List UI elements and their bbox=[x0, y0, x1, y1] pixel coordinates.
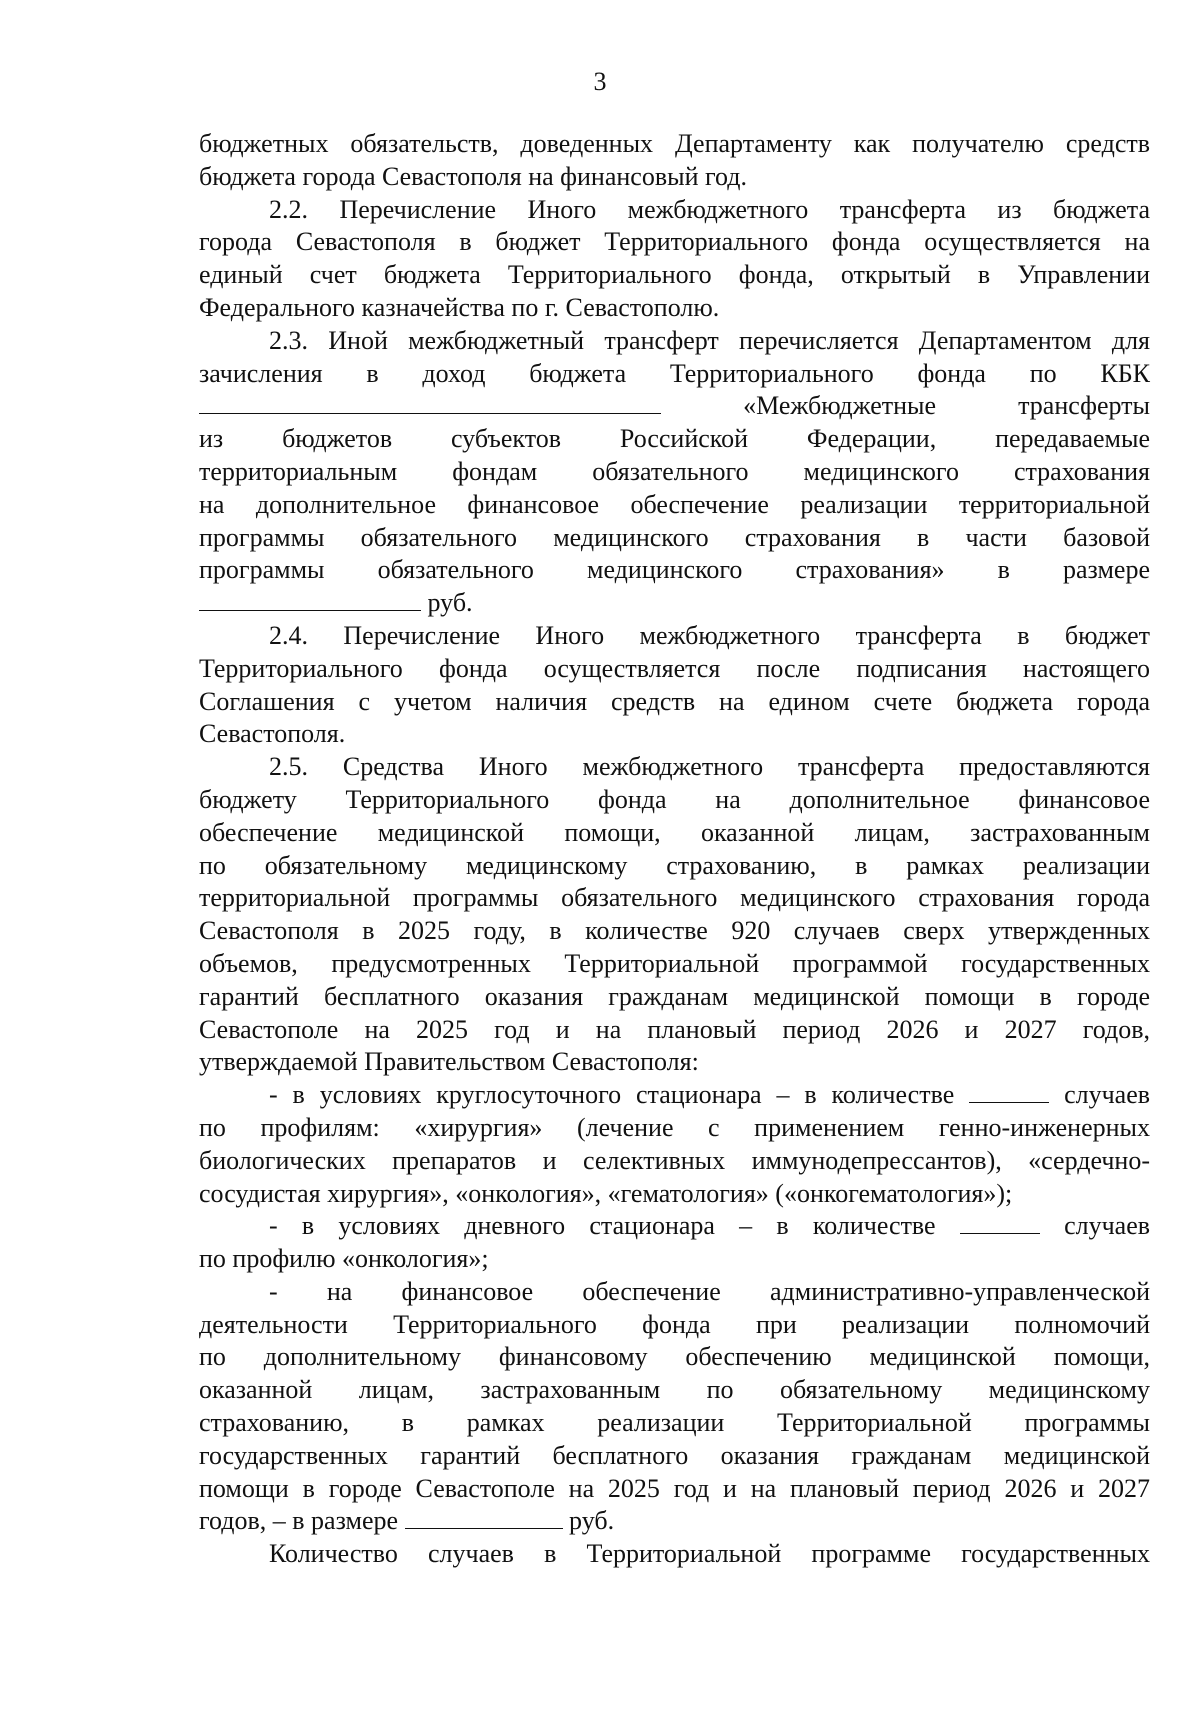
text-line: единый счет бюджета Территориального фонда, открытый в Управлении bbox=[199, 260, 1150, 290]
text-line: 2.5. Средства Иного межбюджетного трансферта предоставляются bbox=[269, 752, 1150, 782]
text-line: территориальным фондам обязательного медицинского страхования bbox=[199, 456, 1150, 486]
text-line: помощи в городе Севастополе на 2025 год и на плановый период 2026 и 2027 bbox=[199, 1473, 1150, 1503]
text-line: бюджетных обязательств, доведенных Департаменту как получателю средств bbox=[199, 129, 1150, 158]
document-body bbox=[199, 128, 1150, 1571]
text-line: 2.2. Перечисление Иного межбюджетного трансферта из бюджета bbox=[269, 194, 1150, 224]
text-line-with-blank bbox=[199, 1079, 1150, 1112]
text-line: на дополнительное финансовое обеспечение реализации территориальной bbox=[199, 489, 1150, 519]
text-line: оказанной лицам, застрахованным по обязательному медицинскому bbox=[199, 1375, 1150, 1405]
text-line: биологических препаратов и селективных иммунодепрессантов), «сердечно- bbox=[199, 1145, 1150, 1175]
list-item-administrative bbox=[199, 1276, 1150, 1538]
text-line: гарантий бесплатного оказания гражданам медицинской помощи в городе bbox=[199, 981, 1150, 1011]
text-line: из бюджетов субъектов Российской Федерации, передаваемые bbox=[199, 424, 1150, 454]
text-line: 2.4. Перечисление Иного межбюджетного трансферта в бюджет bbox=[269, 620, 1150, 650]
text-line: города Севастополя в бюджет Территориального фонда осуществляется на bbox=[199, 227, 1150, 257]
text-fragment: «Межбюджетные трансферты bbox=[743, 391, 1150, 421]
text-line: программы обязательного медицинского страхования в части базовой bbox=[199, 522, 1150, 552]
text-line: обеспечение медицинской помощи, оказанной лицам, застрахованным bbox=[199, 817, 1150, 847]
text-line: 2.3. Иной межбюджетный трансферт перечисляется Департаментом для bbox=[269, 325, 1150, 355]
count-blank-field bbox=[960, 1211, 1040, 1234]
paragraph-2-4 bbox=[199, 620, 1150, 751]
text-line: Севастополе на 2025 год и на плановый период 2026 и 2027 годов, bbox=[199, 1014, 1150, 1044]
kbk-blank-field bbox=[199, 391, 661, 414]
paragraph-continuation bbox=[199, 128, 1150, 194]
paragraph-2-3 bbox=[199, 325, 1150, 620]
text-line: - на финансовое обеспечение административно-управленческой bbox=[269, 1276, 1150, 1306]
text-line: объемов, предусмотренных Территориальной программой государственных bbox=[199, 948, 1150, 978]
text-line: по профилю «онкология»; bbox=[199, 1244, 489, 1274]
text-line: Федерального казначейства по г. Севастополю. bbox=[199, 292, 720, 322]
text-fragment: случаев bbox=[1064, 1080, 1151, 1110]
text-line: по дополнительному финансовому обеспечению медицинской помощи, bbox=[199, 1342, 1150, 1372]
text-line: бюджета города Севастополя на финансовый год. bbox=[199, 161, 747, 191]
text-line-with-blank bbox=[199, 1505, 1150, 1538]
text-line: по профилям: «хирургия» (лечение с применением генно-инженерных bbox=[199, 1112, 1150, 1142]
text-fragment: - в условиях круглосуточного стационара – в количестве bbox=[269, 1080, 955, 1110]
amount-blank-field bbox=[405, 1506, 563, 1529]
text-fragment: - в условиях дневного стационара – в количестве bbox=[269, 1211, 936, 1241]
list-item-day-hospital bbox=[199, 1210, 1150, 1276]
text-line-with-blank bbox=[199, 1210, 1150, 1243]
text-line: территориальной программы обязательного медицинского страхования города bbox=[199, 883, 1150, 913]
text-line: Соглашения с учетом наличия средств на едином счете бюджета города bbox=[199, 686, 1150, 716]
text-line: по обязательному медицинскому страхованию, в рамках реализации bbox=[199, 850, 1150, 880]
amount-blank-field bbox=[199, 588, 421, 611]
text-line-with-blank bbox=[199, 390, 1150, 423]
count-blank-field bbox=[969, 1080, 1049, 1103]
paragraph-2-2 bbox=[199, 194, 1150, 325]
text-line: Количество случаев в Территориальной программе государственных bbox=[269, 1539, 1150, 1569]
text-line: зачисления в доход бюджета Территориального фонда по КБК bbox=[199, 358, 1150, 388]
text-line: Территориального фонда осуществляется после подписания настоящего bbox=[199, 653, 1150, 683]
text-line: страхованию, в рамках реализации Территориальной программы bbox=[199, 1408, 1150, 1438]
page-number: 3 bbox=[593, 67, 607, 96]
text-line: деятельности Территориального фонда при реализации полномочий bbox=[199, 1309, 1150, 1339]
text-line: бюджету Территориального фонда на дополнительное финансовое bbox=[199, 784, 1150, 814]
text-fragment: случаев bbox=[1064, 1211, 1151, 1241]
paragraph-cases-count bbox=[199, 1538, 1150, 1571]
text-line: сосудистая хирургия», «онкология», «гематология» («онкогематология»); bbox=[199, 1178, 1013, 1208]
text-line: государственных гарантий бесплатного оказания гражданам медицинской bbox=[199, 1440, 1150, 1470]
text-line: утверждаемой Правительством Севастополя: bbox=[199, 1047, 699, 1077]
text-fragment: руб. bbox=[427, 588, 473, 618]
text-line-with-blank bbox=[199, 587, 1150, 620]
list-item-round-the-clock bbox=[199, 1079, 1150, 1210]
text-line: Севастополя. bbox=[199, 719, 346, 749]
text-line: программы обязательного медицинского страхования» в размере bbox=[199, 555, 1150, 585]
text-line: Севастополя в 2025 году, в количестве 920 случаев сверх утвержденных bbox=[199, 916, 1150, 946]
text-fragment: руб. bbox=[569, 1506, 615, 1536]
paragraph-2-5 bbox=[199, 751, 1150, 1079]
text-fragment: годов, – в размере bbox=[199, 1506, 399, 1536]
